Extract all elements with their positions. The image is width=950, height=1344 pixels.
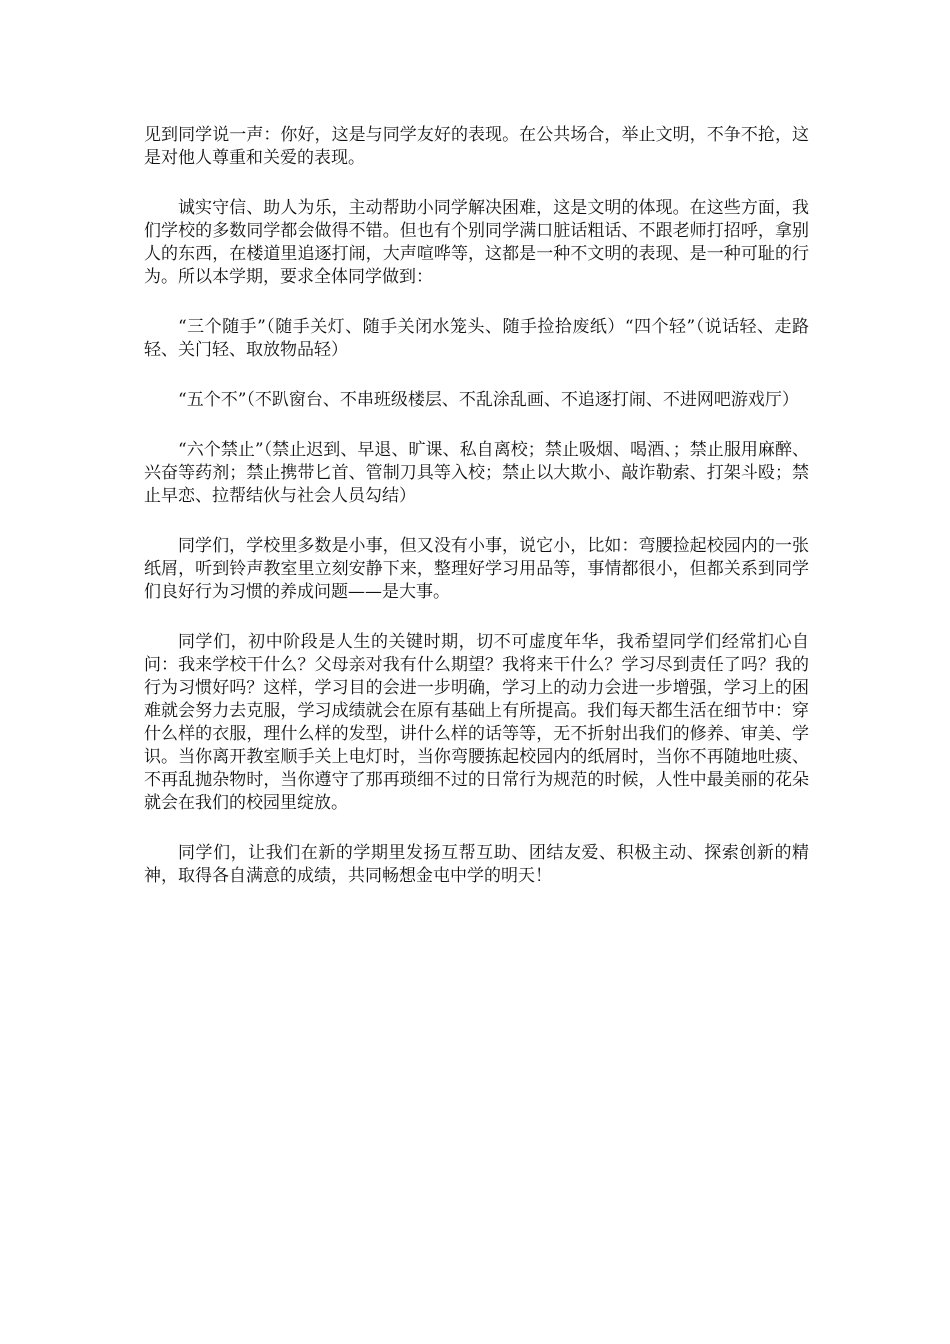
paragraph-junior-high-period: 同学们，初中阶段是人生的关键时期，切不可虚度年华，我希望同学们经常扪心自问：我来学校干什么？父母亲对我有什么期望？我将来干什么？学习尽到责任了吗？我的行为习惯好吗？这样，学习目的会进一步明确，学习上的动力会进一步增强，学习上的困难就会努力去克服，学习成绩就会在原有基础上有所提高。我们每天都生活在细节中：穿什么样的衣服，理什么样的发型，讲什么样的话等等，无不折射出我们的修养、审美、学识。当你离开教室顺手关上电灯时，当你弯腰拣起校园内的纸屑时，当你不再随地吐痰、不再乱抛杂物时，当你遵守了那再琐细不过的日常行为规范的时候，人性中最美丽的花朵就会在我们的校园里绽放。 (144, 632, 809, 813)
paragraph-small-matters: 同学们，学校里多数是小事，但又没有小事，说它小，比如：弯腰捡起校园内的一张纸屑，听到铃声教室里立刻安静下来，整理好学习用品等，事情都很小，但都关系到同学们良好行为习惯的养成问题——是大事。 (144, 536, 809, 602)
paragraph-closing: 同学们，让我们在新的学期里发扬互帮互助、团结友爱、积极主动、探索创新的精神，取得各自满意的成绩，共同畅想金屯中学的明天！ (144, 843, 809, 886)
paragraph-civility-greeting: 见到同学说一声：你好，这是与同学友好的表现。在公共场合，举止文明，不争不抢，这是对他人尊重和关爱的表现。 (144, 125, 809, 168)
paragraph-three-four-rules: “三个随手”（随手关灯、随手关闭水笼头、随手捡拾废纸）“四个轻”（说话轻、走路轻、关门轻、取放物品轻） (144, 317, 809, 360)
paragraph-six-prohibitions: “六个禁止”（禁止迟到、早退、旷课、私自离校；禁止吸烟、喝酒、；禁止服用麻醉、兴奋等药剂；禁止携带匕首、管制刀具等入校；禁止以大欺小、敲诈勒索、打架斗殴；禁止早恋、拉帮结伙与社会人员勾结） (144, 440, 809, 506)
paragraph-five-nots: “五个不”（不趴窗台、不串班级楼层、不乱涂乱画、不追逐打闹、不进网吧游戏厅） (178, 390, 799, 410)
paragraph-honesty: 诚实守信、助人为乐，主动帮助小同学解决困难，这是文明的体现。在这些方面，我们学校的多数同学都会做得不错。但也有个别同学满口脏话粗话、不跟老师打招呼，拿别人的东西，在楼道里追逐打闹，大声喧哗等，这都是一种不文明的表现、是一种可耻的行为。所以本学期，要求全体同学做到： (144, 198, 809, 287)
document-page (144, 124, 809, 915)
